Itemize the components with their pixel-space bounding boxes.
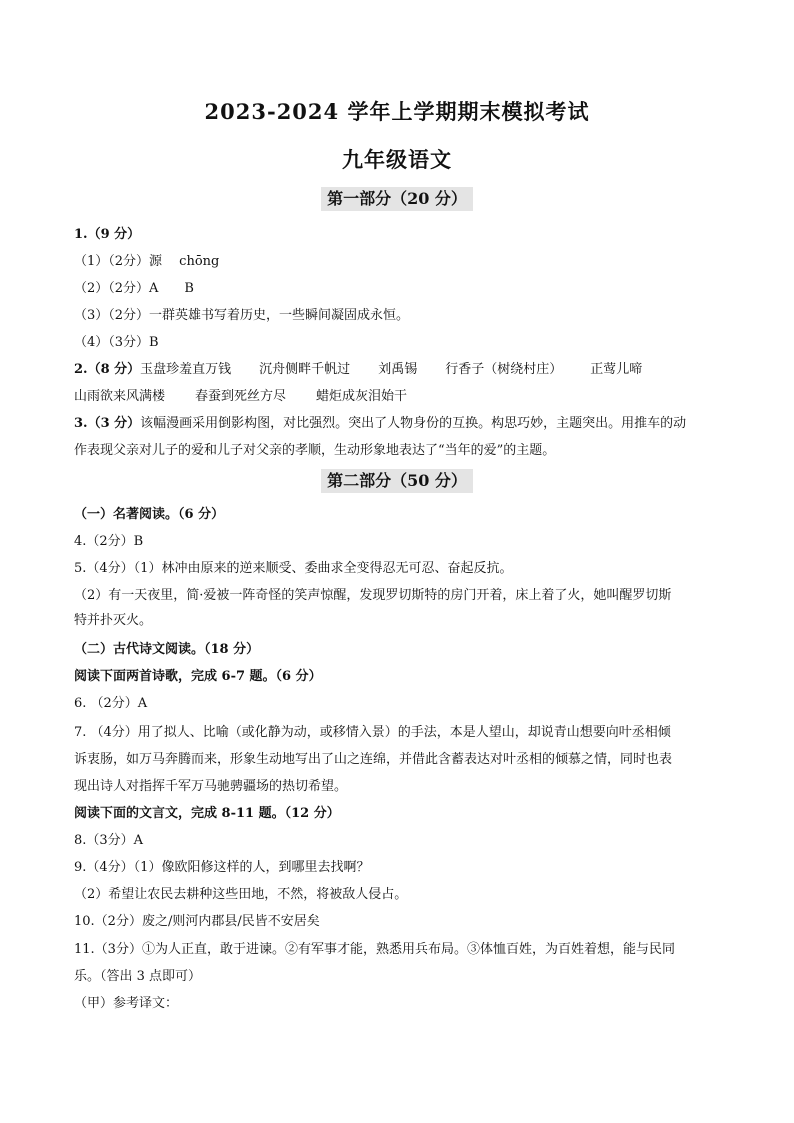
document-subtitle: 九年级语文 [342, 147, 452, 172]
q3-answer-line-1: 3.（3 分）该幅漫画采用倒影构图，对比强烈。突出了人物身份的互换。构思巧妙，主题突出。用推车的动 [74, 416, 687, 431]
q8-answer: 8.（3分）A [74, 833, 144, 848]
q5-answer-line-3: 特并扑灭火。 [74, 613, 153, 628]
q1-answer-1: （1）（2分）源 chōng [74, 254, 220, 269]
q7-answer-line-2: 诉衷肠，如万马奔腾而来，形象生动地写出了山之连绵，并借此含蓄表达对叶丞相的倾慕之情，同时也表 [74, 752, 673, 767]
q11-answer-line-2: 乐。（答出 3 点即可） [74, 969, 202, 984]
q9-answer-line-2: （2）希望让农民去耕种这些田地，不然，将被敌人侵占。 [74, 887, 408, 902]
q2-answers-line-1: 2.（8 分）玉盘珍羞直万钱 沉舟侧畔千帆过 刘禹锡 行香子（树绕村庄） 正莺儿啼 [74, 362, 643, 377]
part-one-heading: 第一部分（20 分） [0, 187, 794, 211]
section-classics-heading: （一）名著阅读。（6 分） [74, 507, 225, 522]
reference-translation-heading: （甲）参考译文： [74, 996, 179, 1011]
q9-answer-line-1: 9.（4分）（1）像欧阳修这样的人，到哪里去找啊？ [74, 860, 370, 875]
q1-answer-4: （4）（3分）B [74, 335, 159, 350]
q2-answers-line-2: 山雨欲来风满楼 春蚕到死丝方尽 蜡炬成灰泪始干 [74, 389, 408, 404]
q11-answer-line-1: 11.（3分）①为人正直，敢于进谏。②有军事才能，熟悉用兵布局。③体恤百姓，为百姓着想，能与民同 [74, 942, 675, 957]
instruction-poems: 阅读下面两首诗歌，完成 6-7 题。（6 分） [74, 669, 322, 684]
q1-answer-2: （2）（2分）A B [74, 281, 194, 296]
q7-answer-line-3: 现出诗人对指挥千军万马驰骋疆场的热切希望。 [74, 779, 348, 794]
q5-answer-line-1: 5.（4分）（1）林冲由原来的逆来顺受、委曲求全变得忍无可忍、奋起反抗。 [74, 561, 513, 576]
section-ancient-poetry-heading: （二）古代诗文阅读。（18 分） [74, 642, 260, 657]
q5-answer-line-2: （2）有一天夜里，简·爱被一阵奇怪的笑声惊醒，发现罗切斯特的房门开着，床上着了火，她叫醒罗切斯 [74, 588, 672, 603]
q4-answer: 4.（2分）B [74, 534, 144, 549]
q3-answer-line-2: 作表现父亲对儿子的爱和儿子对父亲的孝顺，生动形象地表达了“当年的爱”的主题。 [74, 443, 556, 458]
q1-heading: 1.（9 分） [74, 227, 141, 242]
part-two-heading: 第二部分（50 分） [0, 469, 794, 493]
q10-answer: 10.（2分）废之/则河内郡县/民皆不安居矣 [74, 914, 320, 929]
instruction-classical-prose: 阅读下面的文言文，完成 8-11 题。（12 分） [74, 806, 340, 821]
document-title: 2023-2024 学年上学期期末模拟考试 [204, 99, 590, 124]
q7-answer-line-1: 7. （4分）用了拟人、比喻（或化静为动，或移情入景）的手法，本是人望山，却说青山想要向叶丞相倾 [74, 725, 671, 740]
q6-answer: 6. （2分）A [74, 696, 148, 711]
q1-answer-3: （3）（2分）一群英雄书写着历史，一些瞬间凝固成永恒。 [74, 308, 410, 323]
